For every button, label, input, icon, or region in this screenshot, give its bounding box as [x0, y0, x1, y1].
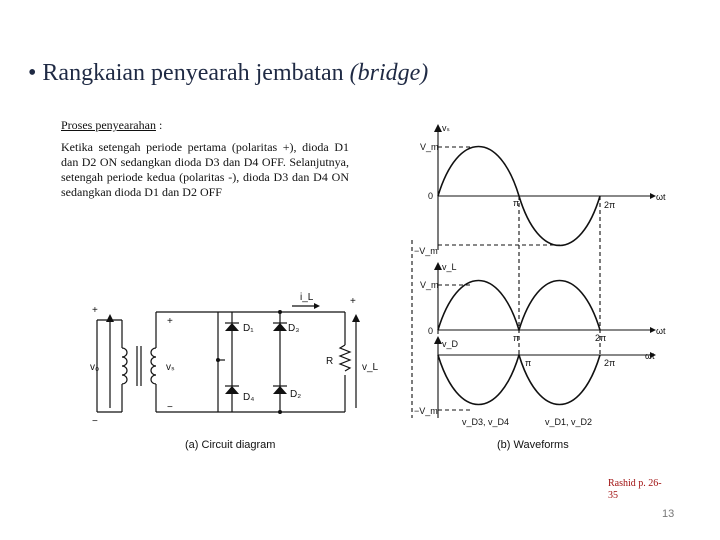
source-plus: + — [92, 305, 98, 316]
wf3-2pi: 2π — [604, 358, 616, 368]
waveforms-caption: (b) Waveforms — [497, 439, 569, 451]
label-r: R — [326, 356, 334, 367]
title-bullet: • — [28, 60, 37, 86]
wf3-vd34: v_D3, v_D4 — [462, 417, 510, 427]
label-il: i_L — [300, 292, 314, 303]
wf1-wt: ωt — [656, 192, 666, 202]
wf-vd-label: v_D — [442, 339, 459, 349]
label-d4: D₄ — [243, 392, 255, 403]
source-minus: − — [92, 416, 98, 427]
wf3-wt: ωt — [645, 351, 655, 361]
wf3-neg-vm: −V_m — [414, 406, 438, 416]
wf-vs-label: vₛ — [442, 123, 450, 133]
wf1-zero: 0 — [428, 191, 434, 201]
wf1-pi: π — [513, 198, 520, 208]
wf3-pi: π — [525, 358, 532, 368]
label-d3: D₃ — [288, 323, 300, 334]
wf3-vd12: v_D1, v_D2 — [545, 417, 593, 427]
citation: Rashid p. 26-35 — [608, 478, 662, 501]
label-vs: vₛ — [166, 362, 175, 373]
subtitle-text: Proses penyearahan — [61, 118, 156, 132]
title-italic: (bridge) — [349, 60, 429, 86]
wf-vl-label: v_L — [442, 262, 457, 272]
body-paragraph: Ketika setengah periode pertama (polaritas +), dioda D1 dan D2 ON sedangkan dioda D3 dan D4 OFF. Selanjutnya, setengah periode kedua (polaritas -), dioda D3 dan D4 ON sedangkan dioda D1 dan D2 OFF — [61, 140, 349, 199]
title-main: Rangkaian penyearah jembatan — [42, 60, 350, 86]
wf2-vm: V_m — [420, 280, 439, 290]
wf2-wt: ωt — [656, 326, 666, 336]
wf1-neg-vm: −V_m — [414, 246, 438, 256]
secondary-plus: + — [167, 316, 173, 327]
wf1-2pi: 2π — [604, 200, 616, 210]
wf2-zero: 0 — [428, 326, 434, 336]
secondary-minus: − — [167, 402, 173, 413]
wf2-pi: π — [513, 333, 520, 343]
circuit-caption: (a) Circuit diagram — [185, 439, 276, 451]
wf1-vm: V_m — [420, 142, 439, 152]
label-d1: D₁ — [243, 323, 254, 334]
label-vl: v_L — [362, 362, 379, 373]
page-number: 13 — [662, 508, 675, 520]
wf2-2pi: 2π — [595, 333, 607, 343]
subtitle-suffix: : — [155, 118, 163, 132]
label-d2: D₂ — [290, 389, 302, 400]
label-v0: v₀ — [90, 362, 100, 373]
load-plus: + — [350, 296, 356, 307]
